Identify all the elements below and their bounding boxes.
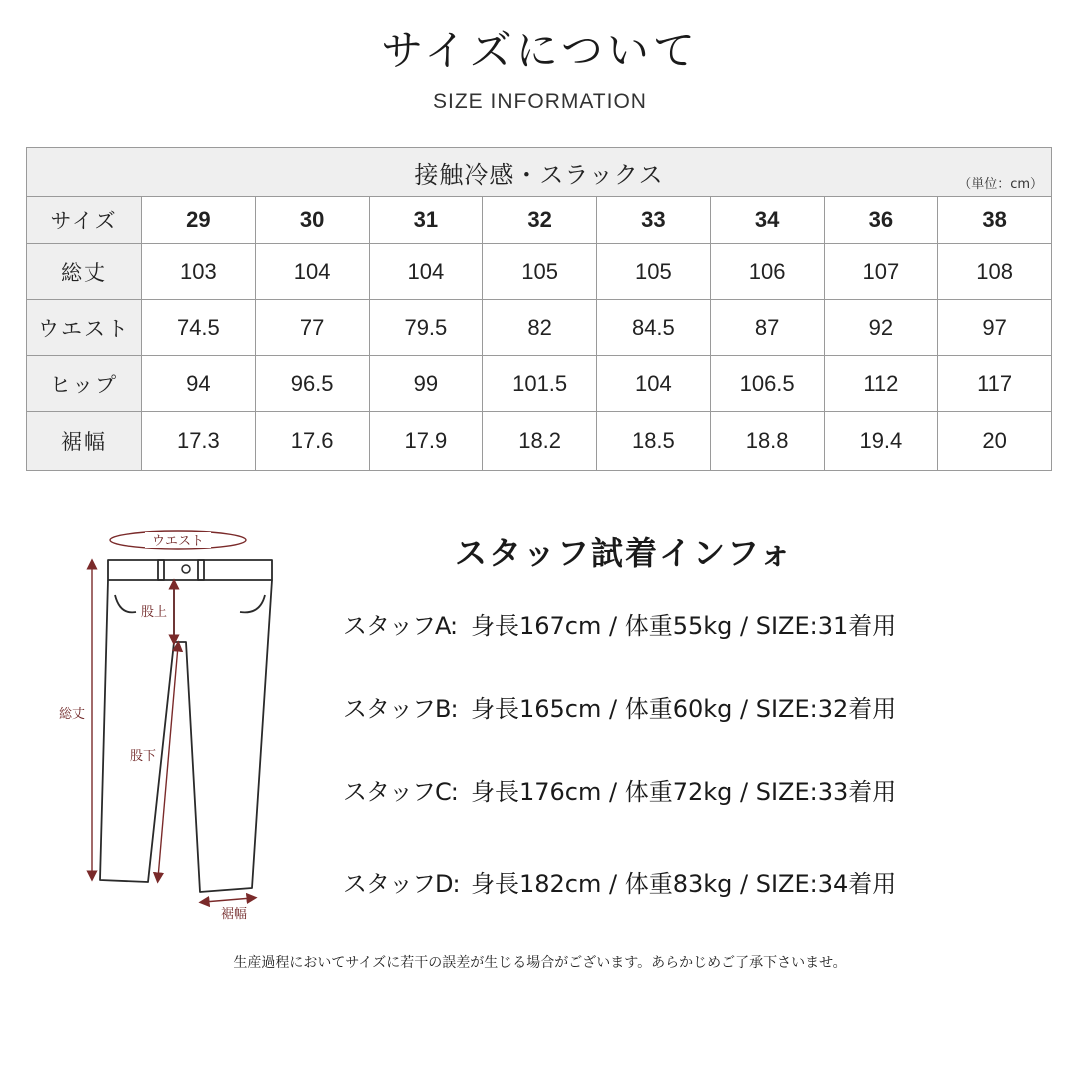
table-cell: 117 — [938, 356, 1052, 412]
table-cell: 92 — [824, 300, 938, 356]
table-cell: 19.4 — [824, 412, 938, 471]
table-cell: 20 — [938, 412, 1052, 471]
rise-label: 股上 — [140, 605, 168, 620]
row-label: ウエスト — [27, 300, 142, 356]
unit-note: （単位：cm） — [958, 177, 1043, 192]
staff-name: スタッフC: — [343, 778, 458, 806]
row-label: 総丈 — [27, 244, 142, 300]
table-cell: 104 — [369, 244, 483, 300]
table-cell: 17.9 — [369, 412, 483, 471]
size-head-cell: 38 — [938, 197, 1052, 244]
size-head-cell: 36 — [824, 197, 938, 244]
table-cell: 94 — [142, 356, 256, 412]
staff-name: スタッフA: — [343, 612, 458, 640]
size-head-cell: 33 — [597, 197, 711, 244]
length-label: 総丈 — [58, 707, 86, 722]
table-cell: 82 — [483, 300, 597, 356]
table-cell: 105 — [597, 244, 711, 300]
table-row-waist — [27, 300, 1052, 356]
pants-outline — [100, 560, 272, 892]
hem-measure-line — [204, 898, 252, 902]
staff-item-c — [343, 772, 896, 807]
staff-name: スタッフB: — [343, 695, 458, 723]
size-head-cell: 29 — [142, 197, 256, 244]
pants-diagram-svg — [40, 520, 290, 930]
table-caption-text: 接触冷感・スラックス — [414, 160, 664, 189]
table-cell: 105 — [483, 244, 597, 300]
table-row-hip — [27, 356, 1052, 412]
table-cell: 106.5 — [710, 356, 824, 412]
hem-label: 裾幅 — [220, 907, 248, 922]
size-head-cell: 32 — [483, 197, 597, 244]
table-cell: 79.5 — [369, 300, 483, 356]
table-cell: 84.5 — [597, 300, 711, 356]
table-cell: 18.8 — [710, 412, 824, 471]
table-cell: 17.3 — [142, 412, 256, 471]
staff-name: スタッフD: — [343, 870, 460, 898]
table-caption — [27, 148, 1052, 197]
staff-detail: 身長182cm / 体重83kg / SIZE:34着用 — [471, 870, 897, 898]
table-row-length — [27, 244, 1052, 300]
size-table — [26, 147, 1052, 471]
pants-diagram — [40, 520, 290, 930]
table-cell: 101.5 — [483, 356, 597, 412]
staff-detail: 身長165cm / 体重60kg / SIZE:32着用 — [471, 695, 897, 723]
table-cell: 104 — [255, 244, 369, 300]
table-cell: 108 — [938, 244, 1052, 300]
staff-title: スタッフ試着インフォ — [455, 534, 794, 572]
table-cell: 103 — [142, 244, 256, 300]
row-label: ヒップ — [27, 356, 142, 412]
waist-label: ウエスト — [151, 534, 205, 549]
page-title: サイズについて — [381, 26, 699, 75]
staff-item-b — [343, 689, 896, 724]
row-label: 裾幅 — [27, 412, 142, 471]
table-header-row — [27, 197, 1052, 244]
staff-detail: 身長176cm / 体重72kg / SIZE:33着用 — [471, 778, 897, 806]
inseam-label: 股下 — [129, 749, 157, 764]
table-caption-row — [27, 148, 1052, 197]
table-cell: 18.2 — [483, 412, 597, 471]
table-cell: 97 — [938, 300, 1052, 356]
table-cell: 99 — [369, 356, 483, 412]
table-cell: 87 — [710, 300, 824, 356]
table-cell: 17.6 — [255, 412, 369, 471]
size-label-cell: サイズ — [27, 197, 142, 244]
table-cell: 96.5 — [255, 356, 369, 412]
size-head-cell: 34 — [710, 197, 824, 244]
table-cell: 112 — [824, 356, 938, 412]
size-head-cell: 31 — [369, 197, 483, 244]
size-head-cell: 30 — [255, 197, 369, 244]
table-cell: 107 — [824, 244, 938, 300]
table-row-hem — [27, 412, 1052, 471]
button-icon — [182, 565, 190, 573]
footnote: 生産過程においてサイズに若干の誤差が生じる場合がございます。あらかじめご了承下さいませ。 — [233, 955, 847, 971]
table-cell: 104 — [597, 356, 711, 412]
page-subtitle: SIZE INFORMATION — [433, 90, 647, 113]
staff-item-d — [343, 864, 896, 899]
table-cell: 106 — [710, 244, 824, 300]
table-cell: 77 — [255, 300, 369, 356]
staff-detail: 身長167cm / 体重55kg / SIZE:31着用 — [471, 612, 897, 640]
staff-item-a — [343, 606, 896, 641]
table-cell: 74.5 — [142, 300, 256, 356]
table-cell: 18.5 — [597, 412, 711, 471]
